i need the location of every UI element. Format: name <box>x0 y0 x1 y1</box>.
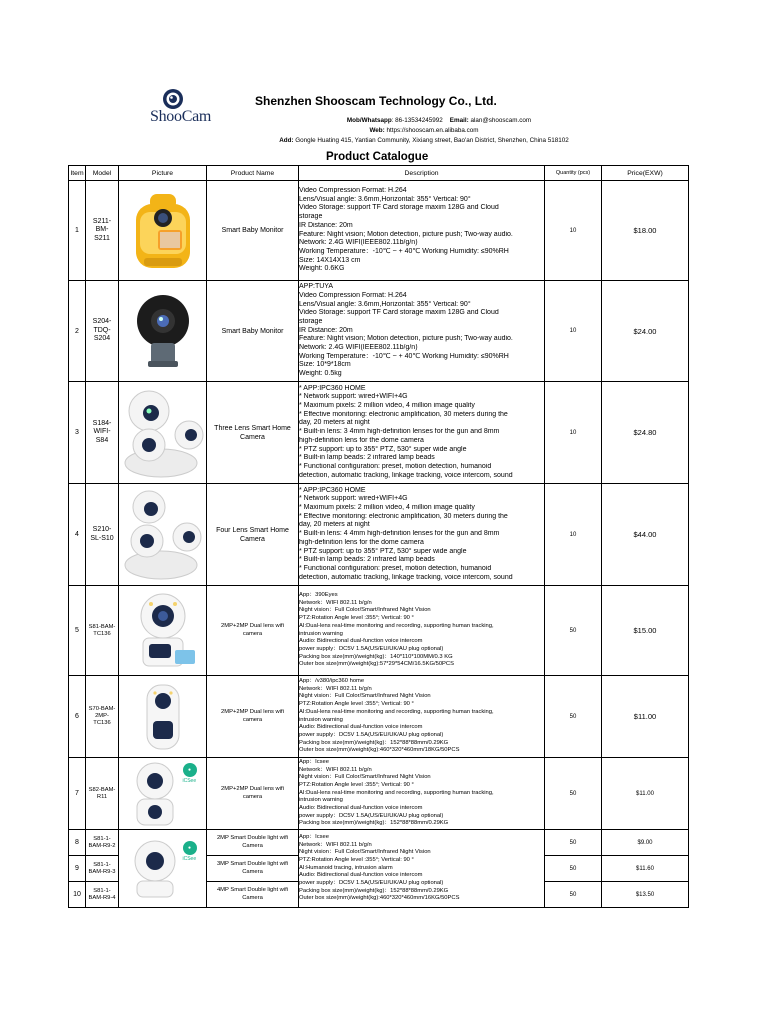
product-name-cell <box>207 181 299 281</box>
text-line: power supply：DC5V 1.5A(US/EU/UK/AU plug optional) <box>299 812 444 819</box>
text-line: intrusion warning <box>299 797 343 804</box>
table-row <box>69 181 689 281</box>
quantity-cell: 50 <box>545 830 602 856</box>
price-cell: $11.00 <box>602 758 689 830</box>
text-line: Three Lens Smart Home <box>214 424 291 432</box>
text-line: * Built-in lens: 3 4mm high-definition lenses for the gun and 8mm <box>299 428 500 436</box>
baby-monitor-yellow-image <box>128 190 198 272</box>
price-cell: $13.50 <box>602 882 689 908</box>
col-quantity: Quantity (pcs) <box>545 166 602 181</box>
text-line: PTZ:Rotation Angle level :355°; Vertical: 90 ° <box>299 701 414 708</box>
text-line: WIFI- <box>93 428 111 436</box>
text-line: camera <box>242 793 263 800</box>
product-name-cell <box>207 484 299 586</box>
text-line: 2MP Smart Double light wifi <box>216 835 289 841</box>
model-cell <box>86 484 119 586</box>
text-line: Network：WIFI 802.11 b/g/n <box>299 685 372 692</box>
text-line: 3MP Smart Double light wifi <box>216 861 289 867</box>
dual-lens-camera-image <box>133 679 193 755</box>
table-row <box>69 281 689 382</box>
item-number: 1 <box>69 181 86 281</box>
text-line: TDQ- <box>93 326 111 334</box>
text-line: Network：WIFI 802.11 b/g/n <box>299 841 372 848</box>
product-table <box>68 165 689 908</box>
dual-lens-camera-image <box>121 759 205 829</box>
text-line: S81-BAM- <box>88 623 116 630</box>
description-cell <box>299 830 545 908</box>
item-number: 2 <box>69 281 86 382</box>
text-line: Camera <box>242 894 263 901</box>
text-line: Packing box size(mm)/weight(kg)：140*110*100MM/0.3 KG <box>299 653 453 660</box>
text-line: App：Icsee <box>299 833 329 840</box>
text-line: Audio: Bidirectional dual-function voice intercom <box>299 638 423 645</box>
item-number: 6 <box>69 676 86 758</box>
text-line: 2MP- <box>95 713 109 719</box>
text-line: camera <box>242 630 263 637</box>
quantity-cell: 50 <box>545 856 602 882</box>
description-cell <box>299 758 545 830</box>
text-line: Working Temperature：-10℃ ~ + 40℃ Working Humidity: ≤90%RH <box>299 247 509 255</box>
item-number: 4 <box>69 484 86 586</box>
description-cell <box>299 281 545 382</box>
picture-wrap <box>119 590 206 672</box>
text-line: S204 <box>93 335 111 343</box>
picture-cell <box>119 676 207 758</box>
text-line: Weight: 0.6KG <box>299 265 345 273</box>
text-line: App：390Eyes <box>299 591 338 598</box>
item-number: 9 <box>69 856 86 882</box>
price-cell: $24.80 <box>602 382 689 484</box>
col-model: Model <box>86 166 119 181</box>
text-line: power supply：DC5V 1.5A(US/EU/UK/AU plug optional) <box>299 880 444 887</box>
text-line: S82-BAM- <box>88 786 116 793</box>
text-line: Smart Baby Monitor <box>221 327 284 335</box>
text-line: S70-BAM- <box>88 706 116 712</box>
description-cell <box>299 382 545 484</box>
contact-web <box>40 127 768 134</box>
text-line: Camera <box>242 842 263 849</box>
text-line: BAM-R9-2 <box>88 842 116 849</box>
text-line: storage <box>299 213 323 221</box>
picture-cell <box>119 758 207 830</box>
text-line: Feature: Night vision; Motion detection, picture push; Two-way audio. <box>299 230 513 238</box>
price-cell: $9.00 <box>602 830 689 856</box>
quantity-cell: 50 <box>545 586 602 676</box>
text-line: PTZ:Rotation Angle level :355°; Vertical: 90 ° <box>299 856 414 863</box>
text-line: * Built-in lamp beads: 2 infrared lamp beads <box>299 556 435 564</box>
product-name-cell <box>207 676 299 758</box>
four-lens-camera-image <box>121 489 205 581</box>
icsee-app-icon: ● <box>183 841 197 855</box>
text-line: Lens/Visual angle: 3.6mm,Horizontal: 355° Vertical: 90° <box>299 300 471 308</box>
mob-label: Mob/Whatsapp <box>346 117 392 124</box>
text-line: S184- <box>92 419 112 427</box>
email-label: Email: <box>449 117 469 124</box>
price-cell: $11.60 <box>602 856 689 882</box>
icsee-app-label: iCSee <box>182 777 197 784</box>
model-cell <box>86 856 119 882</box>
text-line: S210- <box>92 526 112 533</box>
model-cell <box>86 830 119 856</box>
picture-cell <box>119 484 207 586</box>
text-line: Packing box size(mm)/weight(kg)：152*88*88mm/0.29KG <box>299 887 449 894</box>
text-line: day, 20 meters at night <box>299 521 370 529</box>
text-line: R11 <box>96 793 108 800</box>
text-line: Video Storage: support TF Card storage maxim 128G and Cloud <box>299 309 499 317</box>
picture-wrap <box>119 837 206 901</box>
quantity-cell: 10 <box>545 281 602 382</box>
picture-cell <box>119 382 207 484</box>
item-number: 5 <box>69 586 86 676</box>
web-label: Web: <box>369 127 385 134</box>
text-line: * APP:IPC360 HOME <box>299 384 366 392</box>
text-line: S81-1- <box>93 861 111 868</box>
text-line: intrusion warning <box>299 716 343 723</box>
text-line: * PTZ support: up to 355° PTZ, 530° super wide angle <box>299 445 467 453</box>
double-light-camera-image <box>121 837 205 901</box>
table-row <box>69 484 689 586</box>
text-line: IR Distance: 20m <box>299 326 353 334</box>
text-line: camera <box>242 716 263 723</box>
model-cell <box>86 586 119 676</box>
text-line: detection, automatic tracking, linkage tracking, voice intercom, sound <box>299 471 513 479</box>
text-line: 2MP+2MP Dual lens wifi <box>221 623 284 629</box>
text-line: Lens/Visual angle: 3.6mm,Horizontal: 355° Vertical: 90° <box>299 195 471 203</box>
text-line: Audio: Bidirectional dual-function voice intercom <box>299 805 423 812</box>
picture-wrap <box>119 293 206 369</box>
description-cell <box>299 586 545 676</box>
model-cell <box>86 382 119 484</box>
text-line: Video Storage: support TF Card storage maxim 128G and Cloud <box>299 204 499 212</box>
icsee-app-label: iCSee <box>182 855 197 862</box>
col-price: Price(EXW) <box>602 166 689 181</box>
text-line: TC136 <box>93 630 111 637</box>
web-value[interactable]: https://shooscam.en.alibaba.com <box>386 127 479 134</box>
product-name-cell <box>207 586 299 676</box>
add-label: Add: <box>279 137 294 144</box>
text-line: Camera <box>240 535 265 543</box>
col-product-name: Product Name <box>207 166 299 181</box>
text-line: * APP:IPC360 HOME <box>299 486 366 494</box>
quantity-cell: 50 <box>545 676 602 758</box>
text-line: * PTZ support: up to 355° PTZ, 530° super wide angle <box>299 547 467 555</box>
text-line: intrusion warning <box>299 630 343 637</box>
text-line: * Functional configuration: preset, motion detection, humanoid <box>299 462 492 470</box>
quantity-cell: 10 <box>545 181 602 281</box>
text-line: power supply：DC5V 1.5A(US/EU/UK/AU plug optional) <box>299 731 444 738</box>
text-line: Night vision：Full Color/Smart/Infrared Night Vision <box>299 607 431 614</box>
text-line: * Built-in lamp beads: 2 infrared lamp beads <box>299 454 435 462</box>
text-line: S211- <box>92 217 112 225</box>
table-header-row <box>69 166 689 181</box>
text-line: App：Icsee <box>299 758 329 765</box>
product-name-cell <box>207 856 299 882</box>
text-line: Size: 14X14X13 cm <box>299 256 361 264</box>
product-name-cell <box>207 830 299 856</box>
text-line: Camera <box>240 433 265 441</box>
text-line: SL-S10 <box>90 534 114 542</box>
picture-wrap <box>119 190 206 272</box>
text-line: * Effective monitoring: electronic amplification, 30 meters during the <box>299 512 508 520</box>
model-cell <box>86 281 119 382</box>
text-line: * Maximum pixels: 2 million video, 4 million image quality <box>299 504 475 512</box>
icsee-app-icon: ● <box>183 763 197 777</box>
price-cell: $11.00 <box>602 676 689 758</box>
item-number: 10 <box>69 882 86 908</box>
mob-value: : 86-13534245992 <box>391 117 443 124</box>
text-line: 2MP+2MP Dual lens wifi <box>221 786 284 792</box>
table-row <box>69 758 689 830</box>
text-line: day, 20 meters at night <box>299 419 370 427</box>
text-line: PTZ:Rotation Angle level :355°; Vertical: 90 ° <box>299 615 414 622</box>
model-cell <box>86 758 119 830</box>
quantity-cell: 10 <box>545 382 602 484</box>
text-line: AI:Dual-lens real-time monitoring and recording, supporting human tracking, <box>299 622 494 629</box>
text-line: AI:Dual-lens real-time monitoring and recording, supporting human tracking, <box>299 789 494 796</box>
text-line: Size: 10*9*18cm <box>299 361 351 369</box>
text-line: * Maximum pixels: 2 million video, 4 million image quality <box>299 402 475 410</box>
table-row <box>69 586 689 676</box>
item-number: 7 <box>69 758 86 830</box>
table-row <box>69 382 689 484</box>
text-line: Weight: 0.5kg <box>299 370 342 378</box>
text-line: Video Compression Format: H.264 <box>299 291 407 299</box>
text-line: Audio: Bidirectional dual-function voice intercom <box>299 724 423 731</box>
text-line: Outer box size(mm)/weight(kg):460*320*460mm/16KG/50PCS <box>299 895 460 902</box>
text-line: Outer box size(mm)/weight(kg):460*320*460mm/18KG/50PCS <box>299 747 460 754</box>
logo-ring-icon <box>162 88 184 110</box>
text-line: Working Temperature：-10℃ ~ + 40℃ Working Humidity: ≤90%RH <box>299 352 509 360</box>
text-line: S211 <box>94 234 110 242</box>
picture-cell <box>119 586 207 676</box>
three-lens-camera-image <box>121 387 205 479</box>
item-number: 3 <box>69 382 86 484</box>
text-line: BM- <box>95 226 109 234</box>
model-cell <box>86 181 119 281</box>
text-line: AI:Humanoid tracing, intrusion alarm <box>299 864 393 871</box>
text-line: App：/v380/ipc360 home <box>299 677 365 684</box>
product-name-cell <box>207 882 299 908</box>
text-line: Smart Baby Monitor <box>221 227 284 234</box>
dual-lens-camera-image <box>127 590 199 672</box>
picture-cell <box>119 181 207 281</box>
add-value: Gongle Huating 415, Yantian Community, Xixiang street, Bao'an District, Shenzhen, China 518102 <box>295 137 569 144</box>
company-name: Shenzhen Shooscam Technology Co., Ltd. <box>255 94 497 108</box>
item-number: 8 <box>69 830 86 856</box>
text-line: S81-1- <box>93 835 111 842</box>
catalogue-title: Product Catalogue <box>326 151 429 163</box>
text-line: * Built-in lens: 4 4mm high-definition lenses for the gun and 8mm <box>299 530 500 538</box>
text-line: Network：WIFI 802.11 b/g/n <box>299 766 372 773</box>
text-line: PTZ:Rotation Angle level :355°; Vertical: 90 ° <box>299 781 414 788</box>
picture-cell <box>119 281 207 382</box>
table-row <box>69 830 689 856</box>
text-line: S84 <box>95 436 109 444</box>
text-line: * Effective monitoring: electronic amplification, 30 meters during the <box>299 410 508 418</box>
text-line: Camera <box>242 868 263 875</box>
text-line: Network: 2.4G WIFI(IEEE802.11b/g/n) <box>299 239 418 247</box>
text-line: Feature: Night vision; Motion detection, picture push; Two-way audio. <box>299 335 513 343</box>
price-cell: $44.00 <box>602 484 689 586</box>
price-cell: $15.00 <box>602 586 689 676</box>
contact-address <box>40 137 768 144</box>
text-line: Night vision：Full Color/Smart/Infrared Night Vision <box>299 774 431 781</box>
model-cell <box>86 882 119 908</box>
text-line: BAM-R9-4 <box>88 894 116 901</box>
text-line: detection, automatic tracking, linkage tracking, voice intercom, sound <box>299 573 513 581</box>
product-name-cell <box>207 758 299 830</box>
text-line: APP:TUYA <box>299 283 334 291</box>
text-line: 4MP Smart Double light wifi <box>216 887 289 893</box>
text-line: S81-1- <box>93 887 111 894</box>
text-line: Network：WIFI 802.11 b/g/n <box>299 599 372 606</box>
text-line: * Network support: wired+WIFI+4G <box>299 495 408 503</box>
product-name-cell <box>207 382 299 484</box>
picture-wrap <box>119 387 206 479</box>
text-line: Audio: Bidirectional dual-function voice intercom <box>299 872 423 879</box>
model-cell <box>86 676 119 758</box>
contact-phone-email <box>55 117 768 124</box>
price-cell: $18.00 <box>602 181 689 281</box>
text-line: 2MP+2MP Dual lens wifi <box>221 709 284 715</box>
text-line: Night vision：Full Color/Smart/Infrared Night Vision <box>299 849 431 856</box>
text-line: Packing box size(mm)/weight(kg)：152*88*88mm/0.29KG <box>299 739 449 746</box>
email-value[interactable]: alan@shooscam.com <box>470 117 532 124</box>
text-line: IR Distance: 20m <box>299 221 353 229</box>
text-line: Outer box size(mm)/weight(kg):57*29*54CM/16.5KG/50PCS <box>299 661 454 668</box>
col-description: Description <box>299 166 545 181</box>
text-line: S204- <box>92 318 112 326</box>
text-line: high-definition lens for the dome camera <box>299 538 424 546</box>
text-line: Network: 2.4G WIFI(IEEE802.11b/g/n) <box>299 344 418 352</box>
picture-wrap <box>119 679 206 755</box>
price-cell: $24.00 <box>602 281 689 382</box>
text-line: Video Compression Format: H.264 <box>299 186 407 194</box>
baby-monitor-black-image <box>128 293 198 369</box>
logo-brand-text: ShooCam <box>150 108 212 125</box>
table-row <box>69 676 689 758</box>
description-cell <box>299 181 545 281</box>
quantity-cell: 10 <box>545 484 602 586</box>
col-item: Item <box>69 166 86 181</box>
text-line: Night vision：Full Color/Smart/Infrared Night Vision <box>299 693 431 700</box>
picture-wrap <box>119 489 206 581</box>
text-line: power supply：DC5V 1.5A(US/EU/UK/AU plug optional) <box>299 645 444 652</box>
text-line: * Network support: wired+WIFI+4G <box>299 393 408 401</box>
quantity-cell: 50 <box>545 758 602 830</box>
description-cell <box>299 676 545 758</box>
text-line: Four Lens Smart Home <box>216 526 289 534</box>
text-line: TC136 <box>93 720 111 726</box>
col-picture: Picture <box>119 166 207 181</box>
text-line: high-definition lens for the dome camera <box>299 436 424 444</box>
text-line: Packing box size(mm)/weight(kg)：152*88*88mm/0.29KG <box>299 820 449 827</box>
text-line: * Functional configuration: preset, motion detection, humanoid <box>299 564 492 572</box>
text-line: BAM-R9-3 <box>88 868 116 875</box>
product-name-cell <box>207 281 299 382</box>
quantity-cell: 50 <box>545 882 602 908</box>
text-line: storage <box>299 317 323 325</box>
picture-cell <box>119 830 207 908</box>
description-cell <box>299 484 545 586</box>
text-line: AI:Dual-lens real-time monitoring and recording, supporting human tracking, <box>299 708 494 715</box>
picture-wrap <box>119 759 206 829</box>
